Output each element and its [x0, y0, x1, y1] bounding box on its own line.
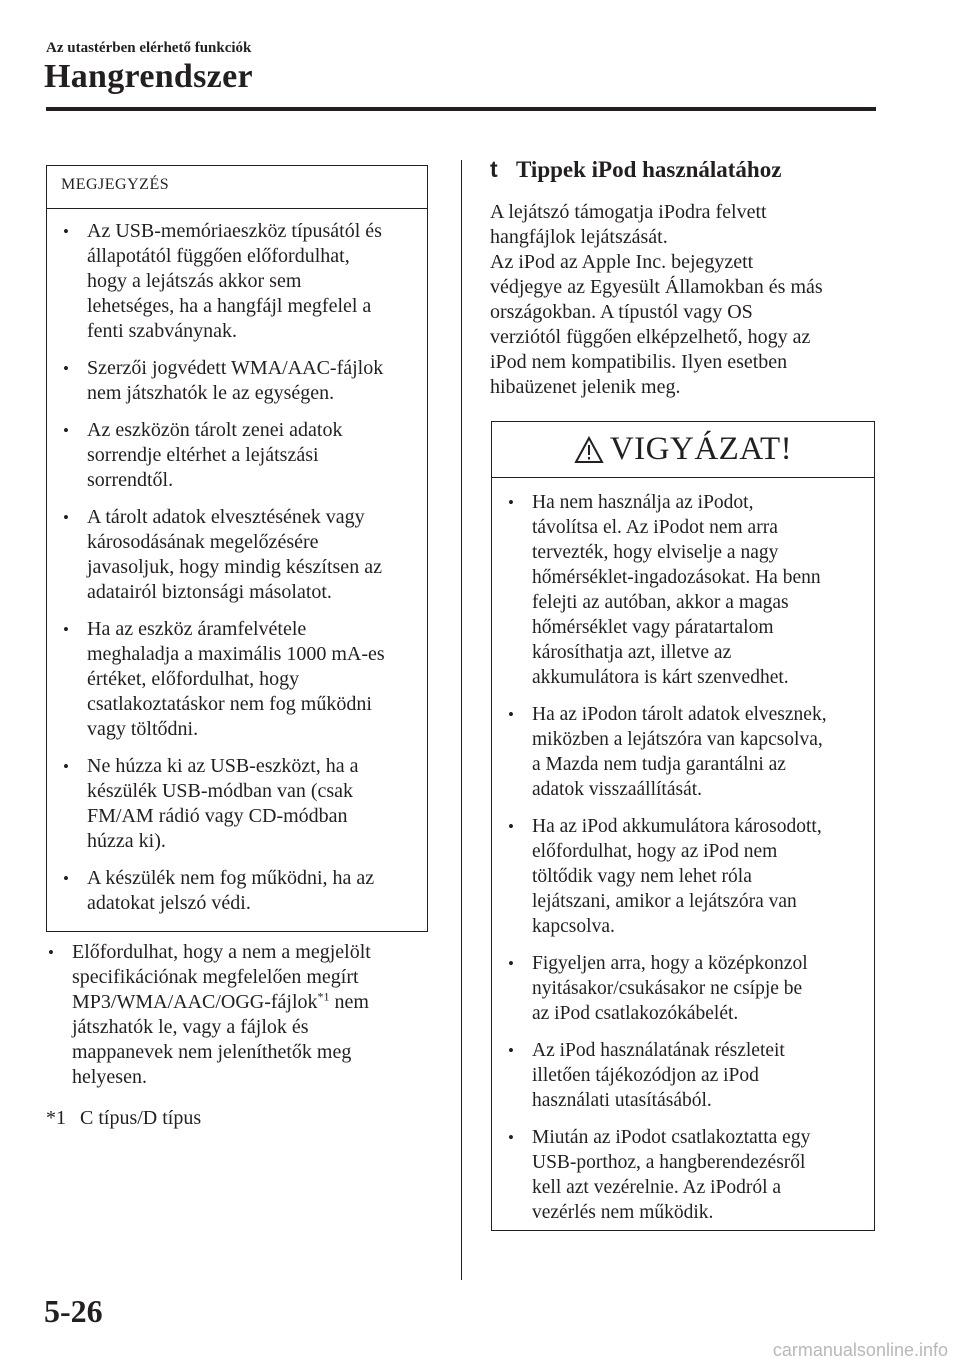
list-item-text: Ha az iPodon tárolt adatok elvesznek, miközben a lejátszóra van kapcsolva, a Mazda nem tudja garantálni az adatok visszaállítását.	[532, 704, 827, 800]
header-subtitle: Az utastérben elérhető funkciók	[46, 40, 252, 56]
list-item	[506, 951, 864, 1026]
list-item-text: Az iPod használatának részleteit illetően tájékozódjon az iPod használati utasításából.	[532, 1040, 785, 1111]
list-item	[506, 702, 864, 802]
list-item	[61, 356, 415, 406]
bullet-icon: •	[508, 493, 514, 512]
list-item	[61, 754, 415, 854]
footnote-reference: *1	[317, 989, 330, 1004]
note-title: MEGJEGYZÉS	[47, 166, 427, 209]
list-item	[61, 219, 415, 344]
bullet-text-part1: Előfordulhat, hogy a nem a megjelölt specifikációnak megfelelően megírt MP3/WMA/AAC/OGG-fájlok	[72, 941, 371, 1013]
footnote-text: C típus/D típus	[80, 1107, 202, 1129]
list-item-text: Az eszközön tárolt zenei adatok sorrendje eltérhet a lejátszási sorrendtől.	[87, 419, 343, 491]
bullet-icon: •	[508, 817, 514, 836]
watermark: carmanualsonline.info	[772, 1340, 948, 1360]
list-item	[506, 490, 864, 690]
list-item	[506, 814, 864, 939]
list-item-text: Miután az iPodot csatlakoztatta egy USB-porthoz, a hangberendezésről kell azt vezérelnie. Az iPodról a vezérlés nem működik.	[532, 1127, 811, 1223]
list-item	[506, 1125, 864, 1225]
section-title: Tippek iPod használatához	[516, 157, 782, 182]
section-marker: t	[490, 156, 498, 182]
bullet-icon: •	[63, 222, 69, 241]
list-item-text: Ha az eszköz áramfelvétele meghaladja a maximális 1000 mA-es értéket, előfordulhat, hogy csatlakoztatáskor nem fog működni vagy töltődni.	[87, 618, 385, 740]
note-box	[46, 165, 428, 932]
list-item-text: Szerzői jogvédett WMA/AAC-fájlok nem játszhatók le az egységen.	[87, 357, 384, 404]
list-item	[61, 418, 415, 493]
list-item	[61, 617, 415, 742]
list-item-text: Ha nem használja az iPodot, távolítsa el. Az iPodot nem arra tervezték, hogy elviselje a nagy hőmérséklet-ingadozásokat. Ha benn felejti az autóban, akkor a magas hőmérséklet vagy páratartalom károsíthatja azt, illetve az akkumulátora is kárt szenvedhet.	[532, 492, 821, 688]
list-item-text: A tárolt adatok elvesztésének vagy károsodásának megelőzésére javasoljuk, hogy mindig készítsen az adatairól biztonsági másolatot.	[87, 506, 382, 603]
header-rule	[46, 107, 876, 111]
bullet-icon: •	[63, 508, 69, 527]
caution-list	[492, 478, 874, 1225]
bullet-icon: •	[63, 421, 69, 440]
section-intro: A lejátszó támogatja iPodra felvett hangfájlok lejátszását. Az iPod az Apple Inc. bejegyzett védjegye az Egyesült Államokban és más országokban. A típustól vagy OS verziótól függően elképzelhető, hogy az iPod nem kompatibilis. Ilyen esetben hibaüzenet jelenik meg.	[490, 201, 823, 398]
bullet-icon: •	[508, 1041, 514, 1060]
caution-box	[491, 421, 875, 1231]
bullet-text-part2: nem játszhatók le, vagy a fájlok és mappanevek nem jeleníthetők meg helyesen.	[72, 991, 369, 1088]
bullet-icon: •	[508, 1128, 514, 1147]
bullet-icon: •	[508, 705, 514, 724]
page-number: 5-26	[44, 1293, 103, 1329]
bullet-icon: •	[63, 359, 69, 378]
bullet-icon: •	[63, 869, 69, 888]
list-item	[61, 866, 415, 916]
left-bullet-list	[46, 940, 446, 1102]
list-item-text	[72, 940, 446, 1090]
list-item-text: Az USB-memóriaeszköz típusától és állapotától függően előfordulhat, hogy a lejátszás akkor sem lehetséges, ha a hangfájl megfelel a fenti szabványnak.	[87, 220, 382, 342]
note-list	[47, 209, 427, 916]
list-item-text: A készülék nem fog működni, ha az adatokat jelszó védi.	[87, 867, 375, 914]
page-title: Hangrendszer	[44, 58, 253, 95]
caution-header	[492, 422, 874, 478]
list-item	[61, 505, 415, 605]
warning-triangle-icon	[574, 436, 604, 464]
list-item	[46, 940, 446, 1090]
footnote-mark: *1	[46, 1107, 66, 1129]
bullet-icon: •	[508, 954, 514, 973]
list-item-text: Ha az iPod akkumulátora károsodott, előfordulhat, hogy az iPod nem töltődik vagy nem lehet róla lejátszani, amikor a lejátszóra van kapcsolva.	[532, 816, 822, 937]
list-item-text: Ne húzza ki az USB-eszközt, ha a készülék USB-módban van (csak FM/AM rádió vagy CD-módban húzza ki).	[87, 755, 359, 852]
bullet-icon: •	[63, 620, 69, 639]
caution-title: VIGYÁZAT!	[609, 431, 793, 467]
section-heading	[490, 156, 781, 183]
footnote	[46, 1106, 201, 1131]
bullet-icon: •	[63, 757, 69, 776]
column-divider	[461, 160, 462, 1280]
bullet-icon: •	[48, 943, 54, 962]
list-item	[506, 1038, 864, 1113]
list-item-text: Figyeljen arra, hogy a középkonzol nyitásakor/csukásakor ne csípje be az iPod csatlakozókábelét.	[532, 953, 808, 1024]
